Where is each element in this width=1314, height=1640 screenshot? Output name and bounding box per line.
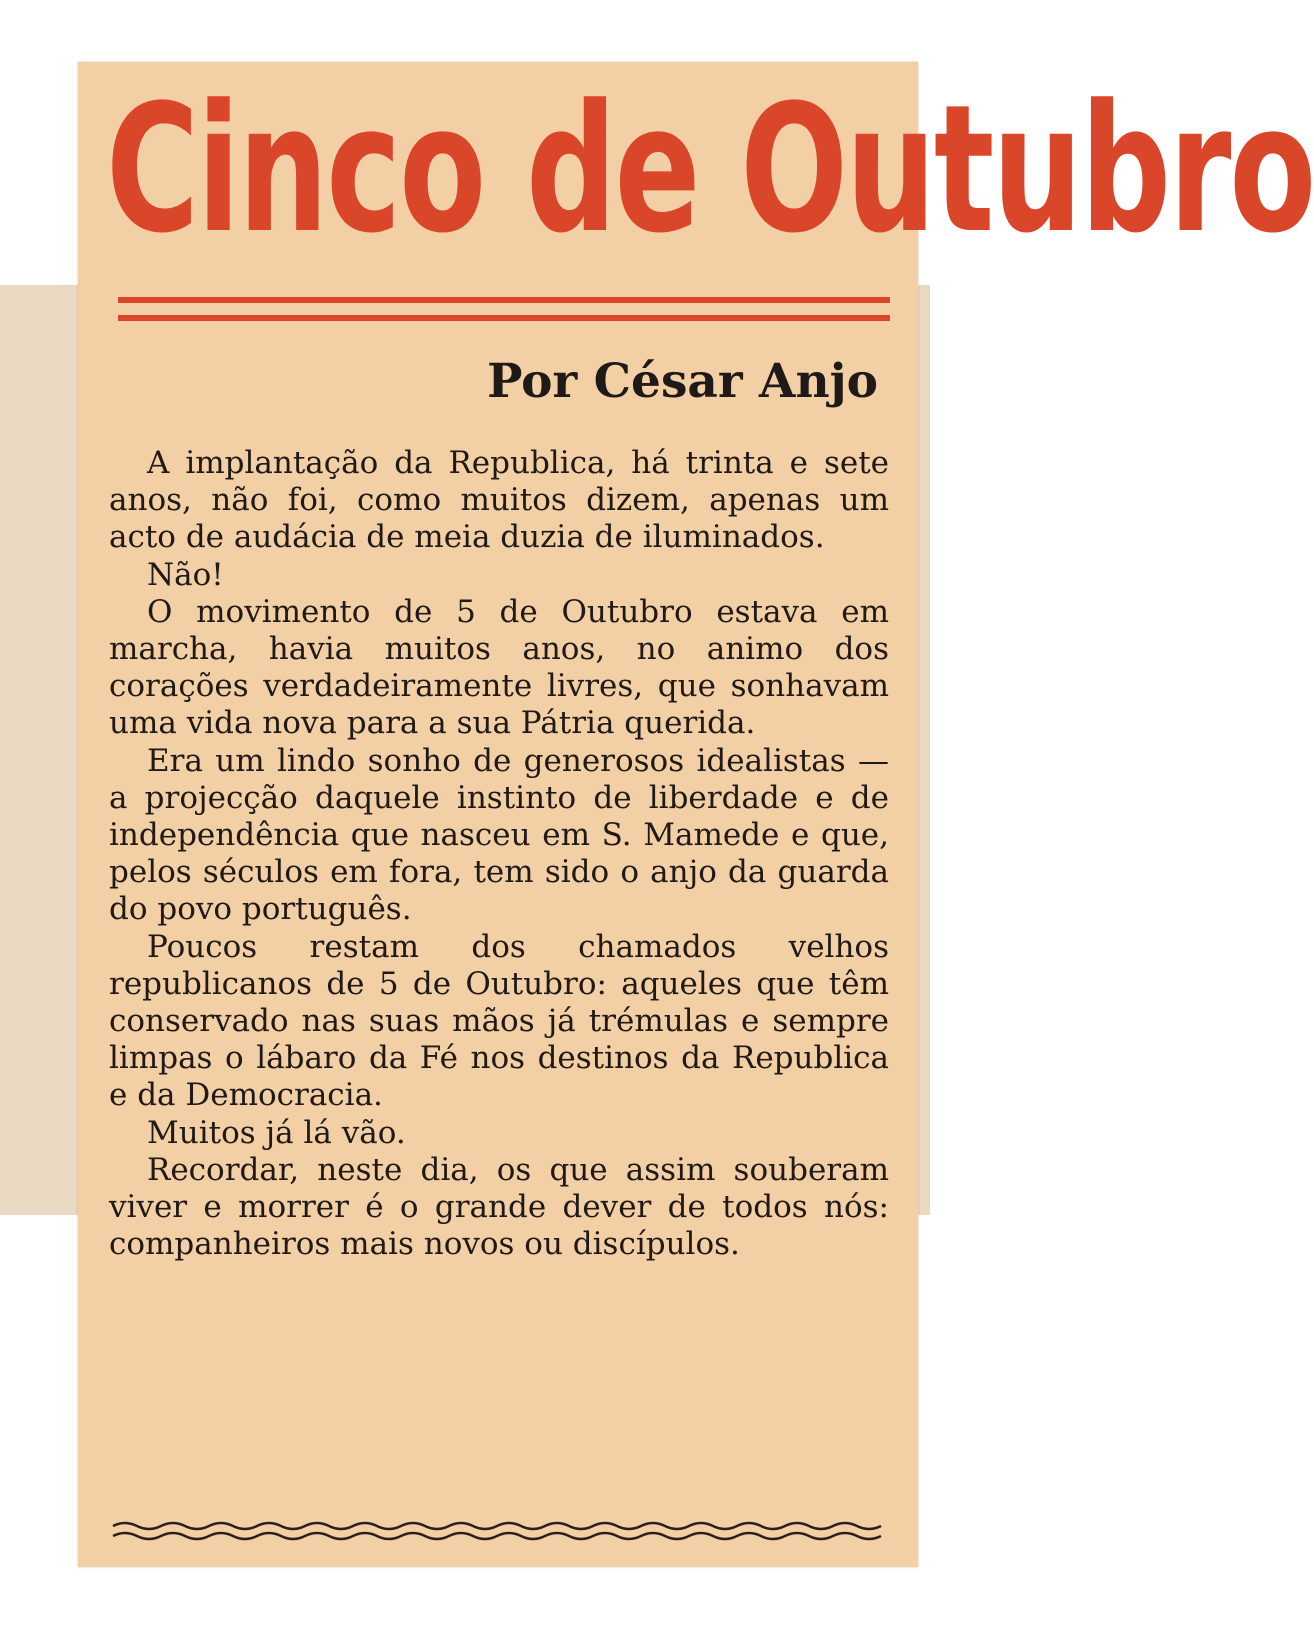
article-paragraph: O movimento de 5 de Outubro estava em marcha, havia muitos anos, no animo dos corações verdadeiramente livres, que sonhavam uma vida nova para a sua Pátria querida.	[109, 593, 889, 742]
article-paragraph: Não!	[147, 556, 224, 593]
masthead-rule-top	[118, 297, 890, 303]
article-paragraph: Muitos já lá vão.	[147, 1114, 406, 1151]
masthead-title: Cinco de Outubro	[106, 67, 1314, 272]
newspaper-clipping	[78, 62, 1314, 1567]
article-paragraph: Recordar, neste dia, os que assim souberam viver e morrer é o grande dever de todos nós: companheiros mais novos ou discípulos.	[109, 1151, 889, 1263]
article-paragraph: A implantação da Republica, há trinta e sete anos, não foi, como muitos dizem, apenas um acto de audácia de meia duzia de iluminados.	[109, 445, 889, 556]
article-body	[109, 445, 889, 1263]
masthead-rule-bottom	[118, 315, 890, 321]
article-paragraph: Era um lindo sonho de generosos idealistas — a projecção daquele instinto de liberdade e de independência que nasceu em S. Mamede e que, pelos séculos em fora, tem sido o anjo da guarda do povo português.	[109, 742, 889, 928]
article-paragraph: Poucos restam dos chamados velhos republicanos de 5 de Outubro: aqueles que têm conservado nas suas mãos já trémulas e sempre limpas o lábaro da Fé nos destinos da Republica e da Democracia.	[109, 928, 889, 1114]
wavy-end-rule	[113, 1517, 883, 1547]
byline: Por César Anjo	[487, 354, 878, 409]
